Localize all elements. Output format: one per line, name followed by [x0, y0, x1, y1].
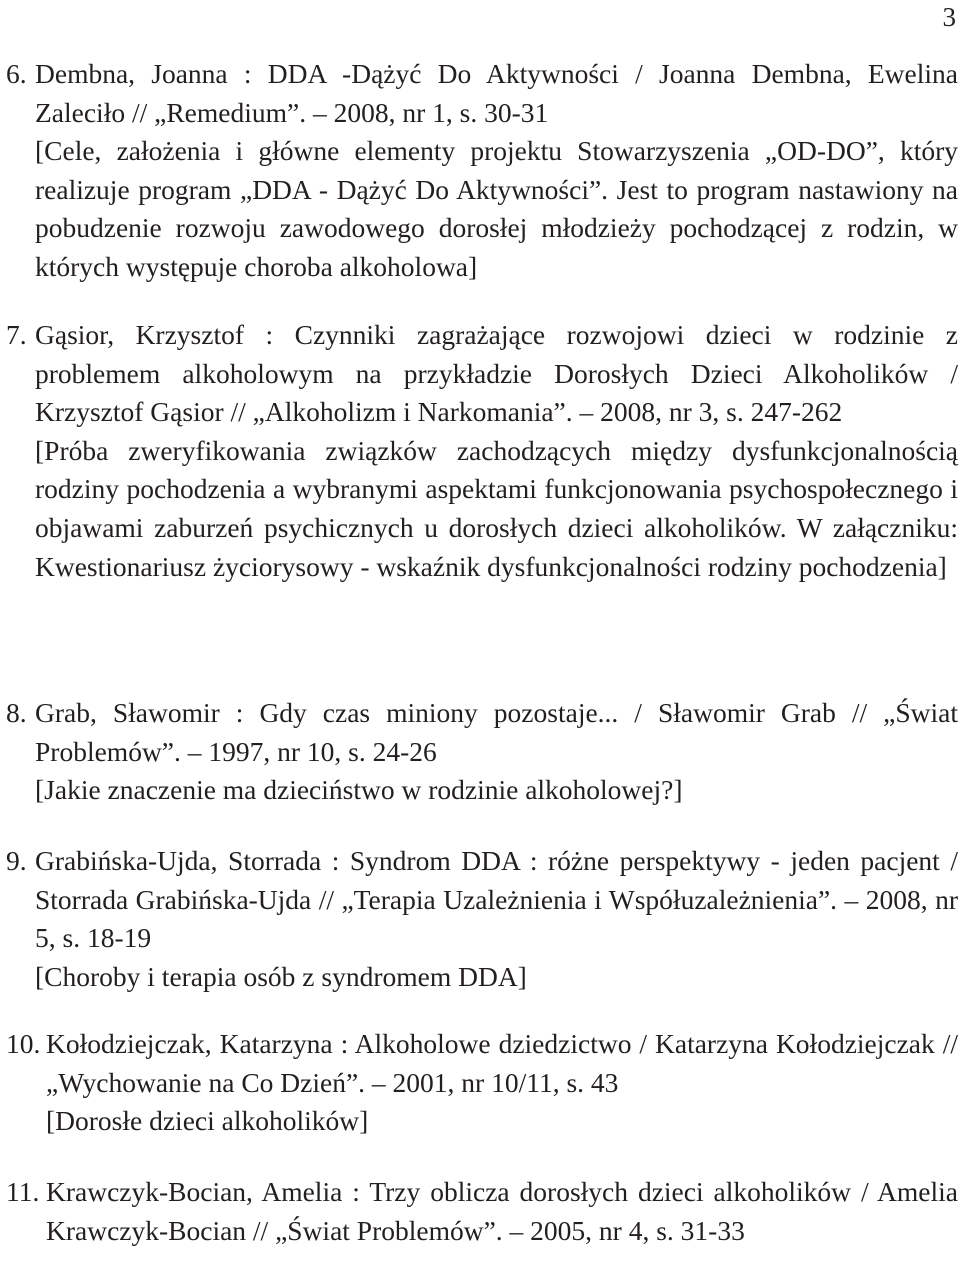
- entry-annotation: [Dorosłe dzieci alkoholików]: [46, 1105, 369, 1137]
- bibliography-entry-11: [6, 1173, 958, 1250]
- bibliography-entry-6: [6, 55, 958, 287]
- entry-citation: Gąsior, Krzysztof : Czynniki zagrażające rozwojowi dzieci w rodzinie z problemem alkoholowym na przykładzie Dorosłych Dzieci Alkoholików / Krzysztof Gąsior // „Alkoholizm i Narkomania”. – 2008, nr 3, s. 247-262: [35, 319, 958, 428]
- entry-annotation: [Cele, założenia i główne elementy projektu Stowarzyszenia „OD-DO”, który realizuje program „DDA - Dążyć Do Aktywności”. Jest to program nastawiony na pobudzenie rozwoju zawodowego dorosłej młodzieży pochodzącej z rodzin, w których występuje choroba alkoholowa]: [35, 135, 958, 282]
- page-number: 3: [942, 2, 956, 32]
- entry-citation: Kołodziejczak, Katarzyna : Alkoholowe dziedzictwo / Katarzyna Kołodziejczak // „Wychowanie na Co Dzień”. – 2001, nr 10/11, s. 43: [46, 1028, 958, 1098]
- entry-number: 7.: [6, 319, 27, 350]
- entry-citation: Dembna, Joanna : DDA -Dążyć Do Aktywności / Joanna Dembna, Ewelina Zaleciło // „Remedium”. – 2008, nr 1, s. 30-31: [35, 58, 958, 128]
- entry-annotation: [Próba zweryfikowania związków zachodzących między dysfunkcjonalnością rodziny pochodzenia a wybranymi aspektami funkcjonowania psychospołecznego i objawami zaburzeń psychicznych u dorosłych dzieci alkoholików. W załączniku: Kwestionariusz życiorysowy - wskaźnik dysfunkcjonalności rodziny pochodzenia]: [35, 434, 958, 582]
- entry-annotation: [Jakie znaczenie ma dzieciństwo w rodzinie alkoholowej?]: [35, 774, 683, 806]
- entry-citation: Krawczyk-Bocian, Amelia : Trzy oblicza dorosłych dzieci alkoholików / Amelia Krawczyk-Bocian // „Świat Problemów”. – 2005, nr 4, s. 31-33: [46, 1176, 958, 1246]
- entry-number: 11.: [6, 1176, 40, 1207]
- entry-number: 8.: [6, 697, 27, 728]
- bibliography-entry-10: [6, 1025, 958, 1141]
- entry-citation: Grabińska-Ujda, Storrada : Syndrom DDA : różne perspektywy - jeden pacjent / Storrada Grabińska-Ujda // „Terapia Uzależnienia i Współuzależnienia”. – 2008, nr 5, s. 18-19: [35, 845, 958, 954]
- bibliography-entry-9: [6, 842, 958, 996]
- entry-annotation: [Choroby i terapia osób z syndromem DDA]: [35, 960, 527, 992]
- entry-citation: Grab, Sławomir : Gdy czas miniony pozostaje... / Sławomir Grab // „Świat Problemów”. – 1997, nr 10, s. 24-26: [35, 697, 958, 767]
- entry-number: 9.: [6, 845, 27, 876]
- bibliography-entry-8: [6, 694, 958, 810]
- entry-number: 6.: [6, 58, 27, 89]
- bibliography-entry-7: [6, 316, 958, 586]
- entry-number: 10.: [6, 1028, 41, 1059]
